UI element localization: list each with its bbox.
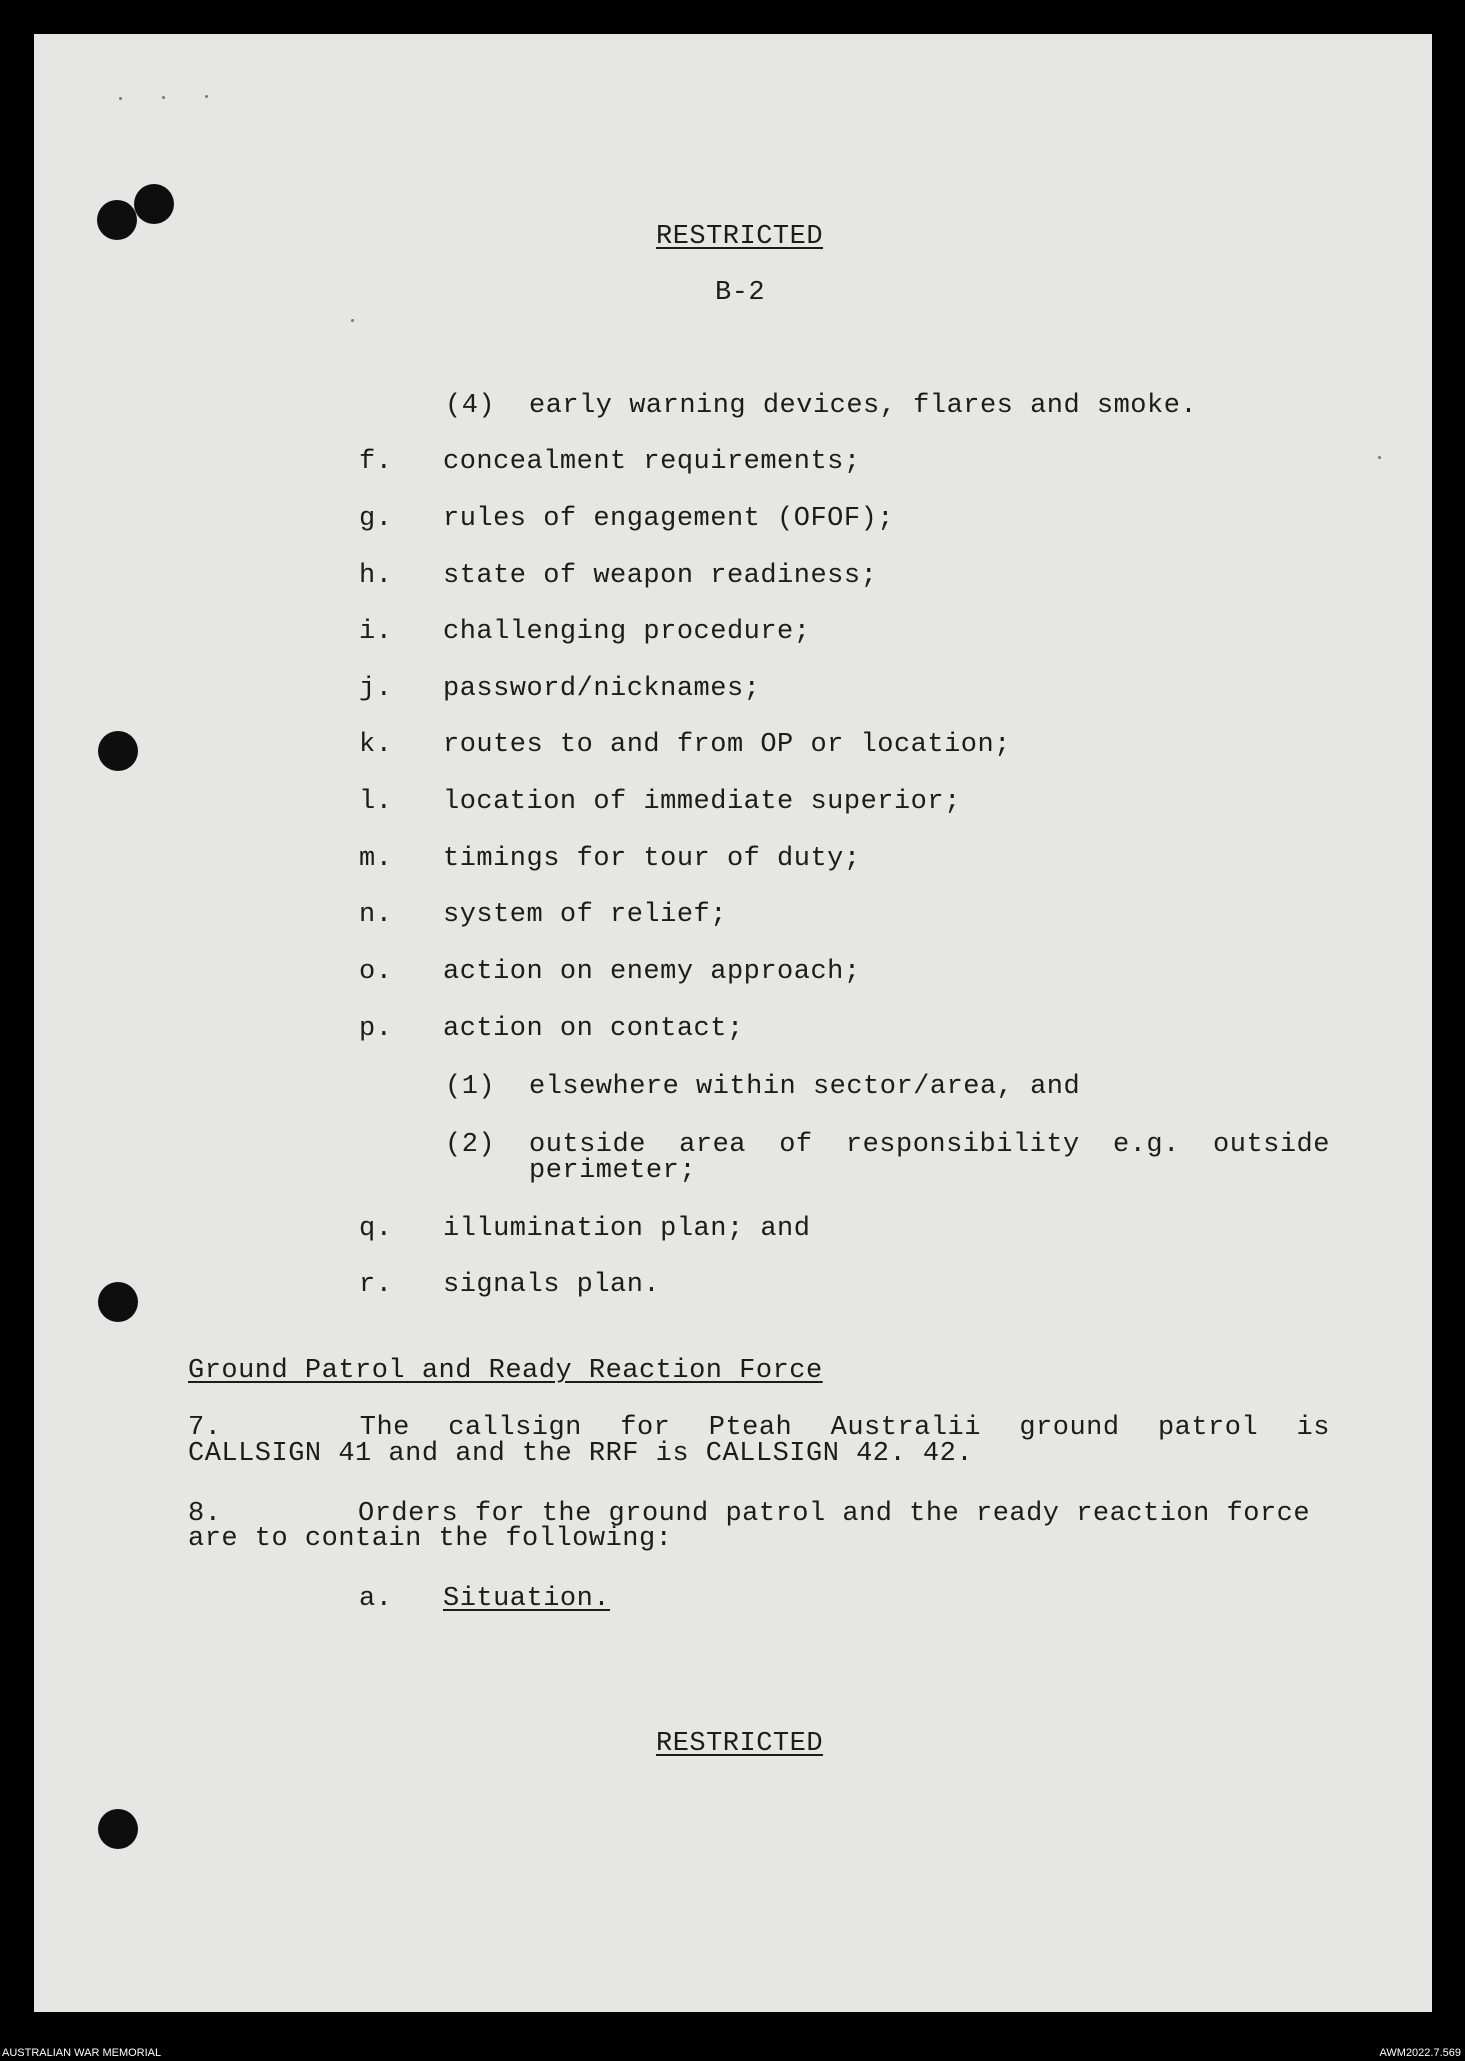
list-item-letter: j. — [359, 674, 393, 704]
word: Australii — [830, 1413, 981, 1443]
subitem-continuation: perimeter; — [529, 1156, 697, 1186]
paper-speck — [351, 319, 354, 322]
word: outside — [529, 1130, 646, 1160]
word: outside — [1213, 1130, 1330, 1160]
word: responsibility — [845, 1130, 1080, 1160]
list-item-letter: q. — [359, 1214, 393, 1244]
list-item-text: system of relief; — [443, 900, 727, 930]
word: callsign — [448, 1413, 582, 1443]
classification-footer: RESTRICTED — [656, 1729, 824, 1759]
classification-header: RESTRICTED — [656, 222, 824, 252]
punch-hole — [98, 1282, 138, 1322]
list-item-letter: f. — [359, 447, 393, 477]
subitem-text: elsewhere within sector/area, and — [529, 1072, 1081, 1102]
list-item-letter: a. — [359, 1584, 393, 1614]
list-item-text: concealment requirements; — [443, 447, 861, 477]
punch-hole — [134, 184, 174, 224]
subitem-number: (4) — [445, 391, 496, 421]
list-item-text: timings for tour of duty; — [443, 844, 861, 874]
subitem-number: (1) — [445, 1072, 496, 1102]
para8-number: 8. — [188, 1499, 222, 1529]
list-item-text: action on enemy approach; — [443, 957, 861, 987]
list-item-text: password/nicknames; — [443, 674, 761, 704]
list-item-letter: g. — [359, 504, 393, 534]
para7-line2: CALLSIGN 41 and and the RRF is CALLSIGN 42. 42. — [188, 1439, 974, 1469]
punch-hole — [97, 200, 137, 240]
list-item-letter: k. — [359, 730, 393, 760]
word: ground — [1019, 1413, 1120, 1443]
subitem-text: early warning devices, flares and smoke. — [529, 391, 1198, 421]
paper-speck — [162, 96, 165, 99]
archive-label-left: AUSTRALIAN WAR MEMORIAL — [2, 2047, 162, 2059]
list-item-letter: r. — [359, 1270, 393, 1300]
paper-speck — [205, 95, 208, 98]
section-heading: Ground Patrol and Ready Reaction Force — [188, 1356, 823, 1386]
word: e.g. — [1112, 1130, 1180, 1160]
word: The — [359, 1413, 410, 1443]
list-item-text: location of immediate superior; — [443, 787, 961, 817]
list-item-text: rules of engagement (OFOF); — [443, 504, 894, 534]
punch-hole — [98, 1809, 138, 1849]
list-item-letter: p. — [359, 1014, 393, 1044]
list-item-text: action on contact; — [443, 1014, 744, 1044]
list-item-text: signals plan. — [443, 1270, 661, 1300]
word: for — [620, 1413, 671, 1443]
list-item-letter: n. — [359, 900, 393, 930]
list-item-letter: o. — [359, 957, 393, 987]
word: Pteah — [708, 1413, 793, 1443]
paper-speck — [119, 97, 122, 100]
para8-line2: are to contain the following: — [188, 1524, 673, 1554]
list-item-letter: m. — [359, 844, 393, 874]
list-item-text: Situation. — [443, 1584, 611, 1614]
paper-speck — [1378, 456, 1381, 459]
list-item-letter: h. — [359, 561, 393, 591]
list-item-text: state of weapon readiness; — [443, 561, 878, 591]
list-item-letter: l. — [359, 787, 393, 817]
page-number: B-2 — [715, 278, 766, 308]
list-item-text: routes to and from OP or location; — [443, 730, 1011, 760]
archive-label-right: AWM2022.7.569 — [1379, 2047, 1461, 2059]
subitem-number: (2) — [445, 1130, 496, 1160]
list-item-letter: i. — [359, 617, 393, 647]
word: is — [1296, 1413, 1330, 1443]
para8-line1: Orders for the ground patrol and the ready reaction force — [358, 1499, 1311, 1529]
word: area — [679, 1130, 746, 1160]
list-item-text: challenging procedure; — [443, 617, 811, 647]
word: of — [779, 1130, 813, 1160]
document-page — [34, 34, 1432, 2012]
punch-hole — [98, 731, 138, 771]
list-item-text: illumination plan; and — [443, 1214, 811, 1244]
word: patrol — [1157, 1413, 1259, 1443]
para7-number: 7. — [188, 1413, 222, 1443]
